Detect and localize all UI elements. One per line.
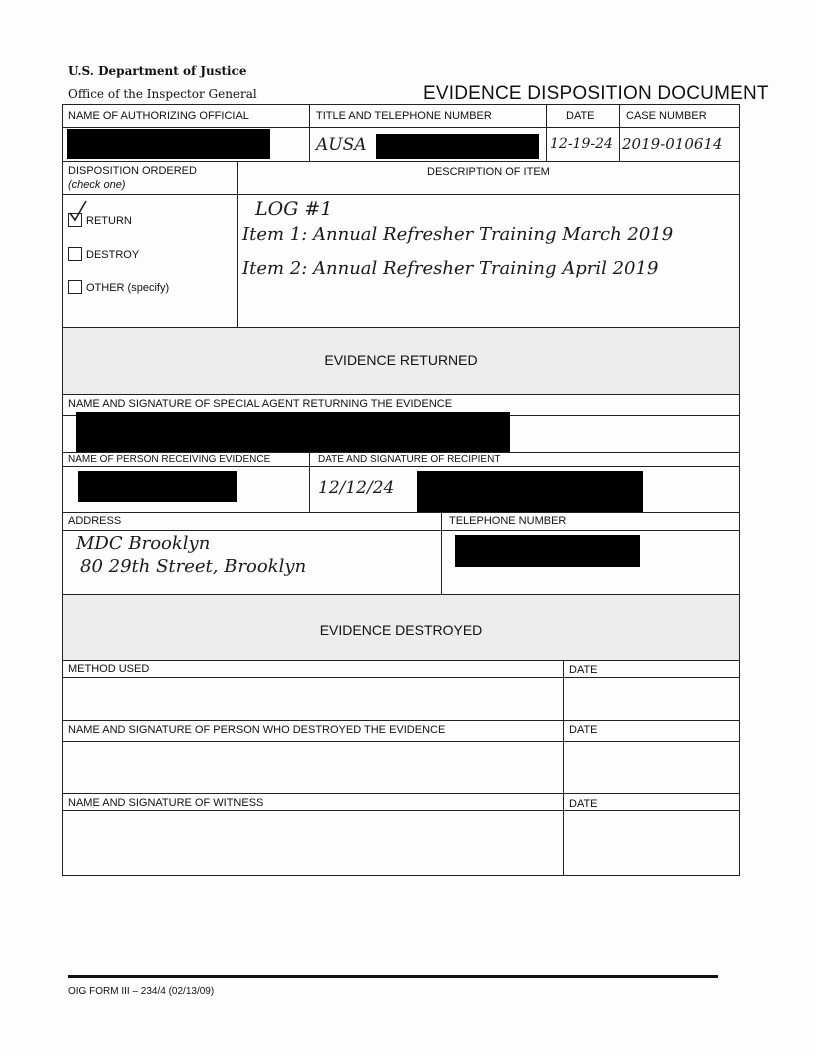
rule [62, 720, 740, 721]
redaction-agent [76, 412, 510, 452]
authorizing-official-label: NAME OF AUTHORIZING OFFICIAL [68, 110, 249, 122]
date-label: DATE [566, 110, 595, 122]
witness-label: NAME AND SIGNATURE OF WITNESS [68, 797, 264, 809]
rule [62, 512, 740, 513]
disposition-sublabel: (check one) [68, 179, 126, 191]
rule [563, 660, 564, 876]
address-line-2[interactable]: 80 29th Street, Brooklyn [80, 556, 307, 577]
rule [62, 810, 740, 811]
rule [237, 161, 238, 327]
rule [62, 793, 740, 794]
other-checkbox[interactable] [68, 280, 82, 294]
disposition-label: DISPOSITION ORDERED [68, 165, 197, 177]
rule [62, 741, 740, 742]
returned-heading-band [63, 328, 739, 394]
rule [546, 104, 547, 161]
other-option-label: OTHER (specify) [86, 282, 170, 294]
description-line-3[interactable]: Item 2: Annual Refresher Training April 2019 [242, 258, 659, 279]
case-number-value[interactable]: 2019-010614 [622, 135, 723, 153]
title-value[interactable]: AUSA [316, 135, 367, 155]
recipient-date-label: DATE AND SIGNATURE OF RECIPIENT [318, 454, 501, 465]
date-value[interactable]: 12-19-24 [550, 136, 613, 152]
evidence-returned-heading: EVIDENCE RETURNED [324, 352, 478, 368]
redaction-receiver [78, 471, 237, 502]
recipient-date-value[interactable]: 12/12/24 [318, 478, 395, 498]
phone-label: TELEPHONE NUMBER [449, 515, 567, 527]
address-line-1[interactable]: MDC Brooklyn [76, 533, 211, 554]
rule [62, 452, 740, 453]
rule [62, 466, 740, 467]
rule [619, 104, 620, 161]
rule [62, 677, 740, 678]
rule [62, 194, 740, 195]
destroy-checkbox[interactable] [68, 247, 82, 261]
destroyed-heading-band [63, 595, 739, 660]
form-title: EVIDENCE DISPOSITION DOCUMENT [423, 83, 769, 104]
redaction-official-name [67, 129, 270, 159]
rule [62, 161, 740, 162]
rule [309, 452, 310, 512]
description-line-2[interactable]: Item 1: Annual Refresher Training March 2019 [242, 224, 674, 245]
witness-date-label: DATE [569, 798, 598, 810]
destroyer-label: NAME AND SIGNATURE OF PERSON WHO DESTROYED THE EVIDENCE [68, 724, 446, 736]
title-phone-label: TITLE AND TELEPHONE NUMBER [316, 110, 492, 122]
method-date-label: DATE [569, 664, 598, 676]
agent-label: NAME AND SIGNATURE OF SPECIAL AGENT RETURNING THE EVIDENCE [68, 398, 453, 410]
checkmark-icon [68, 200, 88, 227]
rule [441, 512, 442, 594]
footer-rule [68, 975, 718, 978]
rule [62, 530, 740, 531]
address-label: ADDRESS [68, 515, 122, 527]
office-name: Office of the Inspector General [68, 87, 257, 101]
method-label: METHOD USED [68, 663, 150, 675]
destroy-option-label: DESTROY [86, 249, 140, 261]
redaction-phone [376, 134, 539, 159]
rule [309, 104, 310, 161]
agency-name: U.S. Department of Justice [68, 64, 247, 78]
rule [62, 660, 740, 661]
case-number-label: CASE NUMBER [626, 110, 707, 122]
rule [62, 127, 740, 128]
redaction-phone-number [455, 535, 640, 567]
description-label: DESCRIPTION OF ITEM [427, 166, 550, 178]
evidence-destroyed-heading: EVIDENCE DESTROYED [319, 622, 483, 638]
return-option-label: RETURN [86, 215, 132, 227]
redaction-recipient-signature [417, 471, 643, 512]
destroyer-date-label: DATE [569, 724, 598, 736]
form-number: OIG FORM III – 234/4 (02/13/09) [68, 986, 215, 997]
receiver-label: NAME OF PERSON RECEIVING EVIDENCE [68, 454, 271, 465]
rule [62, 394, 740, 395]
description-line-1[interactable]: LOG #1 [255, 198, 333, 220]
